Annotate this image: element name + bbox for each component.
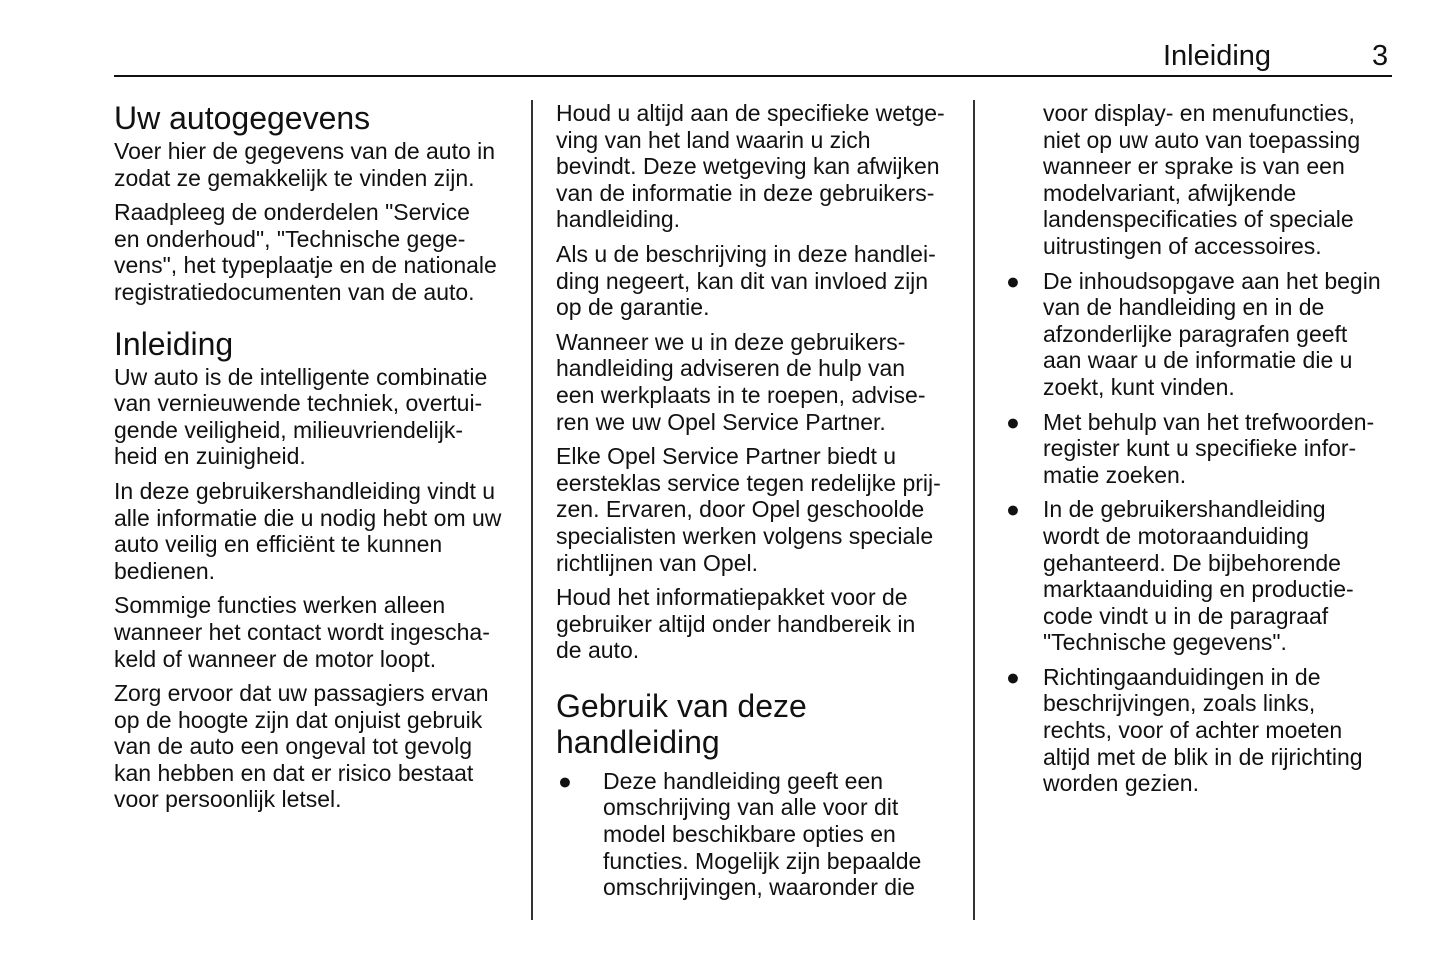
column-3 (1006, 100, 1401, 805)
bullet-text: Richtingaanduidingen in de beschrijvingen, zoals links, rechts, voor of achter moeten altijd met de blik in de rijrichting worden gezien. (1043, 663, 1363, 797)
bullet-text: De inhoudsopgave aan het begin van de handleiding en in de afzonderlijke paragrafen geeft aan waar u de informatie die u zoekt, kunt vinden. (1043, 267, 1381, 400)
column-divider (973, 100, 975, 920)
column-2 (556, 100, 961, 909)
bullet-item (1006, 664, 1401, 797)
paragraph: Houd het informatiepakket voor de gebruiker altijd onder handbereik in de auto. (556, 584, 916, 664)
paragraph: Sommige functies werken alleen wanneer het contact wordt ingescha- keld of wanneer de motor loopt. (114, 592, 490, 672)
column-divider (531, 100, 533, 920)
bullet-item (1006, 409, 1401, 489)
bullet-item (1006, 268, 1401, 401)
bullet-item (556, 768, 961, 901)
heading-gebruik-van-deze-handleiding: Gebruik van deze handleiding (556, 687, 807, 760)
bullet-text: Met behulp van het trefwoorden- register kunt u specifieke infor- matie zoeken. (1043, 408, 1375, 488)
bullet-icon: ● (1006, 496, 1020, 523)
paragraph: Houd u altijd aan de specifieke wetge- ving van het land waarin u zich bevindt. Deze wetgeving kan afwijken van de informatie in deze gebruikers- handleiding. (556, 100, 945, 233)
paragraph: Als u de beschrijving in deze handlei- ding negeert, kan dit van invloed zijn op de garantie. (556, 240, 936, 321)
paragraph: Voer hier de gegevens van de auto in zodat ze gemakkelijk te vinden zijn. (114, 138, 496, 191)
paragraph: Elke Opel Service Partner biedt u eersteklas service tegen redelijke prij- zen. Ervaren, door Opel geschoolde specialisten werken volgens speciale richtlijnen van Opel. (556, 443, 941, 576)
heading-inleiding: Inleiding (114, 325, 234, 362)
running-header-section: Inleiding (1163, 40, 1272, 72)
bullet-text: In de gebruikershandleiding wordt de motoraanduiding gehanteerd. De bijbehorende marktaanduiding en productie- code vindt u in de paragraaf "Technische gegevens". (1043, 496, 1354, 656)
heading-uw-autogegevens: Uw autogegevens (114, 100, 371, 136)
header-rule (114, 75, 1392, 77)
bullet-continuation: voor display- en menufuncties, niet op uw auto van toepassing wanneer er sprake is van een modelvariant, afwijkende landenspecificaties of speciale uitrustingen of accessoires. (1043, 100, 1361, 259)
paragraph: Zorg ervoor dat uw passagiers ervan op de hoogte zijn dat onjuist gebruik van de auto een ongeval tot gevolg kan hebben en dat er risico bestaat voor persoonlijk letsel. (114, 680, 489, 813)
bullet-icon: ● (1006, 267, 1020, 294)
page-number: 3 (1372, 40, 1389, 72)
bullet-icon: ● (558, 767, 572, 794)
paragraph: Raadpleeg de onderdelen "Service en onderhoud", "Technische gege- vens", het typeplaatje en de nationale registratiedocumenten van de auto. (114, 199, 497, 305)
paragraph: In deze gebruikershandleiding vindt u alle informatie die u nodig hebt om uw auto veilig en efficiënt te kunnen bedienen. (114, 477, 502, 584)
bullet-text: Deze handleiding geeft een omschrijving van alle voor dit model beschikbare opties en functies. Mogelijk zijn bepaalde omschrijvingen, waaronder die (603, 767, 922, 901)
bullet-icon: ● (1006, 663, 1020, 690)
paragraph: Wanneer we u in deze gebruikers- handleiding adviseren de hulp van een werkplaats in te roepen, advise- ren we uw Opel Service Partner. (556, 328, 926, 435)
bullet-icon: ● (1006, 408, 1020, 435)
paragraph: Uw auto is de intelligente combinatie van vernieuwende techniek, overtui- gende veiligheid, milieuvriendelijk- heid en zuinigheid. (114, 363, 488, 470)
column-1 (114, 100, 524, 821)
bullet-item (1006, 496, 1401, 656)
